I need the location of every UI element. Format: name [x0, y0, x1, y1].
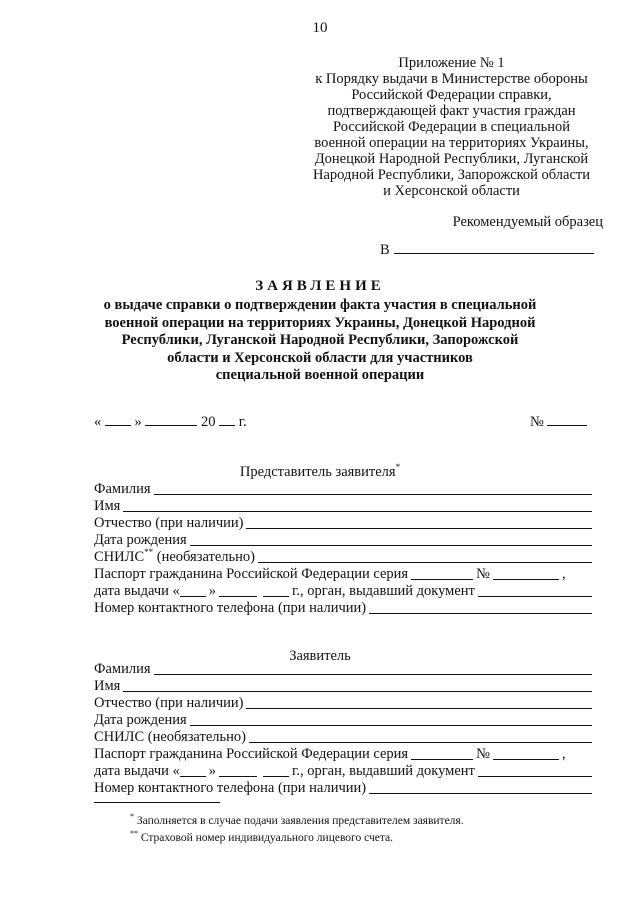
patronymic-label: Отчество (при наличии) — [94, 695, 244, 711]
rep-issue-row: дата выдачи « » г., орган, выдавший документ — [94, 583, 592, 600]
passport-number-sign: № — [476, 746, 490, 762]
app-issue-year-field[interactable] — [263, 764, 289, 777]
app-name-field[interactable] — [123, 679, 592, 692]
rep-name-row — [94, 498, 592, 515]
addressee-line — [380, 240, 594, 259]
app-name-row — [94, 678, 592, 695]
rep-patronymic-row — [94, 515, 592, 532]
app-surname-field[interactable] — [154, 662, 593, 675]
app-birthdate-field[interactable] — [190, 713, 592, 726]
rep-issuer-field[interactable] — [478, 584, 592, 597]
month-field[interactable] — [145, 413, 197, 426]
rep-phone-field[interactable] — [369, 601, 592, 614]
rep-birthdate-field[interactable] — [190, 533, 592, 546]
passport-number-sign: № — [476, 566, 490, 582]
app-snils-row — [94, 729, 592, 746]
appendix-line: Российской Федерации в специальной — [333, 119, 570, 135]
rep-passport-series-field[interactable] — [411, 567, 473, 580]
day-field[interactable] — [105, 413, 131, 426]
app-passport-series-field[interactable] — [411, 747, 473, 760]
appendix-line: Народной Республики, Запорожской области — [312, 167, 590, 183]
footnote-ref: ** — [144, 547, 154, 558]
issue-date-label: дата выдачи « — [94, 763, 180, 779]
subtitle-line: области и Херсонской области для участников — [167, 349, 473, 366]
appendix-line: и Херсонской области — [383, 183, 520, 199]
surname-label: Фамилия — [94, 481, 151, 497]
year-prefix: 20 — [201, 414, 216, 430]
footnote-1: * Заполняется в случае подачи заявления представителем заявителя. — [130, 812, 464, 827]
app-surname-row — [94, 661, 592, 678]
passport-label: Паспорт гражданина Российской Федерации серия — [94, 566, 409, 582]
snils-label: СНИЛС** (необязательно) — [94, 547, 255, 565]
number-line — [530, 413, 587, 431]
number-sign: № — [530, 414, 544, 430]
app-phone-row — [94, 780, 592, 797]
app-snils-field[interactable] — [249, 730, 592, 743]
app-birthdate-row — [94, 712, 592, 729]
passport-label: Паспорт гражданина Российской Федерации серия — [94, 746, 409, 762]
app-phone-field[interactable] — [369, 781, 592, 794]
app-passport-row: Паспорт гражданина Российской Федерации серия № , — [94, 746, 566, 762]
rep-patronymic-field[interactable] — [246, 516, 592, 529]
rep-issue-year-field[interactable] — [263, 584, 289, 597]
issuer-label: г., орган, выдавший документ — [292, 583, 475, 599]
applicant-heading: Заявитель — [289, 648, 351, 664]
app-issue-month-field[interactable] — [219, 764, 257, 777]
app-patronymic-row — [94, 695, 592, 712]
birth-date-label: Дата рождения — [94, 532, 187, 548]
app-patronymic-field[interactable] — [246, 696, 592, 709]
subtitle-line: о выдаче справки о подтверждении факта участия в специальной — [103, 297, 537, 313]
footnote-divider — [94, 802, 220, 803]
page-number: 10 — [312, 20, 328, 36]
appendix-line: военной операции на территориях Украины, — [314, 135, 589, 151]
date-open-quote: « — [94, 414, 102, 430]
footnote-mark: * — [130, 812, 134, 821]
footnote-2: ** Страховой номер индивидуального лицевого счета. — [130, 829, 394, 844]
phone-label: Номер контактного телефона (при наличии) — [94, 600, 367, 616]
issue-date-label: дата выдачи « — [94, 583, 180, 599]
addressee-field[interactable] — [394, 240, 594, 254]
appendix-line: подтверждающей факт участия граждан — [327, 103, 576, 119]
rep-issue-month-field[interactable] — [219, 584, 257, 597]
app-issue-row: дата выдачи « » г., орган, выдавший документ — [94, 763, 592, 780]
rep-surname-row — [94, 481, 592, 498]
app-passport-number-field[interactable] — [493, 747, 559, 760]
number-field[interactable] — [547, 413, 587, 426]
document-title: ЗАЯВЛЕНИЕ — [255, 278, 385, 294]
appendix-line: Приложение № 1 — [398, 55, 505, 71]
year-field[interactable] — [219, 413, 235, 426]
rep-phone-row — [94, 600, 592, 617]
name-label: Имя — [94, 498, 121, 514]
date-close-quote: » — [134, 414, 142, 430]
rep-passport-row: Паспорт гражданина Российской Федерации серия № , — [94, 566, 566, 582]
name-label: Имя — [94, 678, 121, 694]
appendix-line: к Порядку выдачи в Министерстве обороны — [315, 71, 588, 87]
document-subtitle — [95, 297, 545, 385]
addressee-prefix: В — [380, 242, 390, 258]
appendix-header — [300, 55, 603, 199]
app-issuer-field[interactable] — [478, 764, 592, 777]
representative-heading: Представитель заявителя* — [239, 462, 401, 480]
rep-surname-field[interactable] — [154, 482, 593, 495]
issuer-label: г., орган, выдавший документ — [292, 763, 475, 779]
subtitle-line: военной операции на территориях Украины, Донецкой Народной — [104, 314, 536, 331]
rep-snils-row — [94, 549, 592, 566]
year-suffix: г. — [238, 414, 247, 430]
date-line — [94, 413, 247, 431]
surname-label: Фамилия — [94, 661, 151, 677]
snils-label: СНИЛС (необязательно) — [94, 729, 246, 745]
footnote-ref: * — [395, 462, 401, 472]
rep-issue-day-field[interactable] — [180, 584, 206, 597]
footnote-mark: ** — [130, 829, 138, 838]
patronymic-label: Отчество (при наличии) — [94, 515, 244, 531]
rep-passport-number-field[interactable] — [493, 567, 559, 580]
recommended-sample-label: Рекомендуемый образец — [452, 214, 603, 230]
phone-label: Номер контактного телефона (при наличии) — [94, 780, 367, 796]
rep-snils-field[interactable] — [258, 550, 592, 563]
appendix-line: Российской Федерации справки, — [351, 87, 552, 103]
appendix-line: Донецкой Народной Республики, Луганской — [314, 151, 589, 167]
subtitle-line: Республики, Луганской Народной Республики, Запорожской — [121, 332, 519, 349]
birth-date-label: Дата рождения — [94, 712, 187, 728]
app-issue-day-field[interactable] — [180, 764, 206, 777]
rep-name-field[interactable] — [123, 499, 592, 512]
subtitle-line: специальной военной операции — [215, 367, 425, 384]
